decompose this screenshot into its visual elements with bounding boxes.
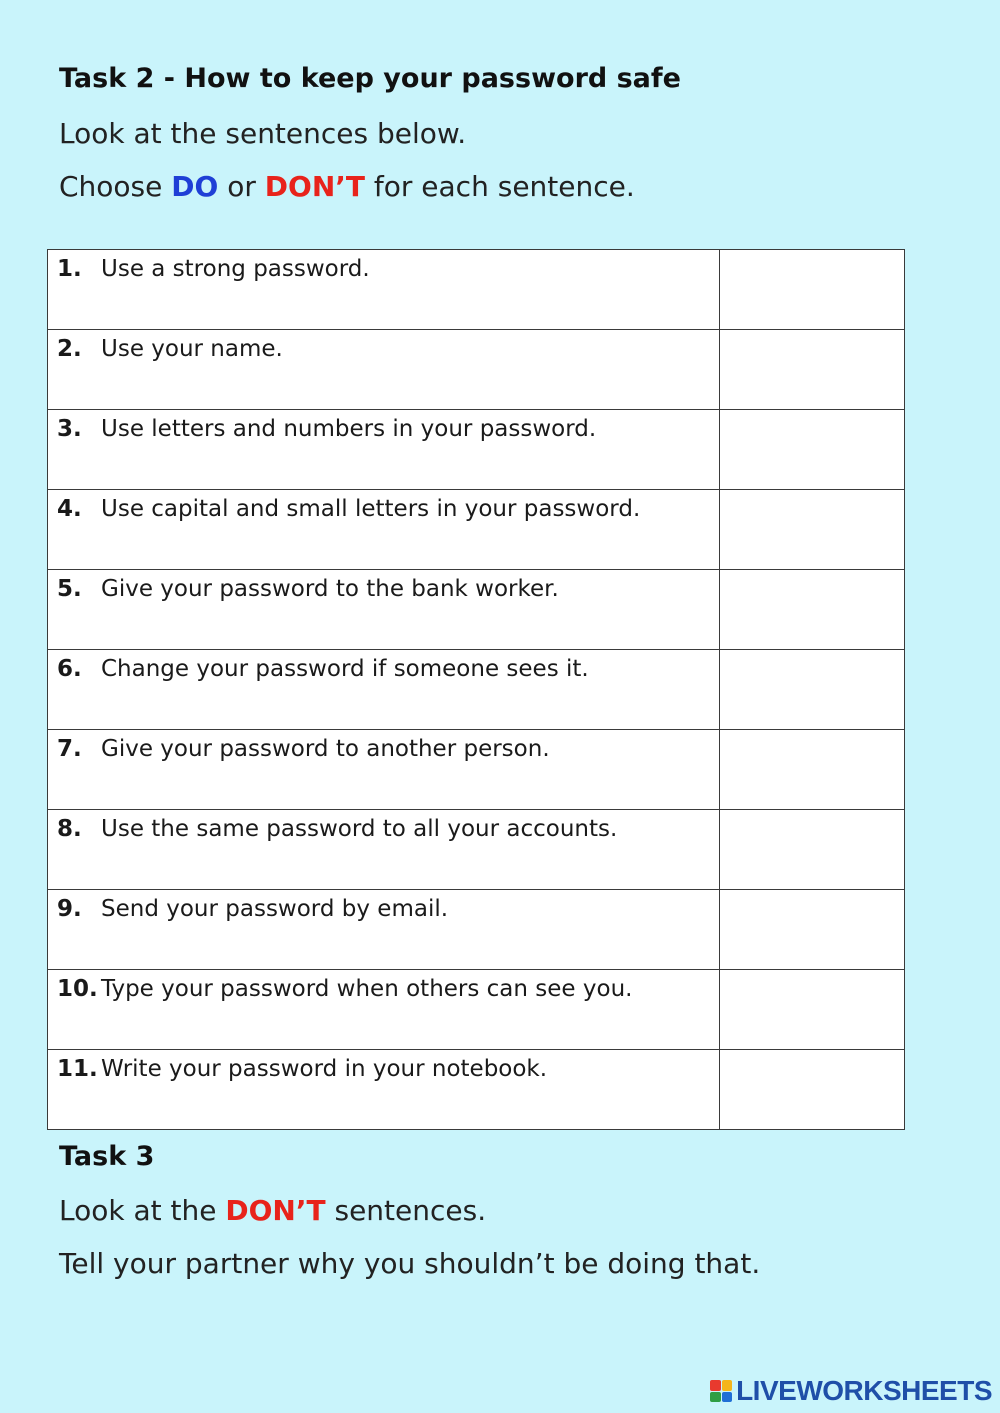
- sentence-number: 8.: [57, 816, 82, 842]
- sentence-cell: [48, 490, 720, 570]
- table-row: [48, 730, 905, 810]
- table-row: [48, 570, 905, 650]
- sentence-number: 2.: [57, 336, 82, 362]
- task3-dont-keyword: DON’T: [225, 1194, 326, 1227]
- sentence-text: Type your password when others can see you.: [101, 976, 633, 1002]
- task2-instruction-1: Look at the sentences below.: [59, 117, 467, 150]
- sentence-number: 6.: [57, 656, 82, 682]
- sentence-cell: [48, 570, 720, 650]
- do-keyword: DO: [171, 170, 219, 203]
- answer-box[interactable]: [720, 1050, 905, 1130]
- sentences-table: [47, 249, 905, 1130]
- liveworksheets-logo-text: LIVEWORKSHEETS: [736, 1375, 992, 1406]
- answer-box[interactable]: [720, 650, 905, 730]
- answer-box[interactable]: [720, 970, 905, 1050]
- sentence-cell: [48, 730, 720, 810]
- dont-keyword: DON’T: [264, 170, 365, 203]
- answer-box[interactable]: [720, 250, 905, 330]
- sentence-cell: [48, 970, 720, 1050]
- sentence-number: 11.: [57, 1056, 98, 1082]
- answer-box[interactable]: [720, 410, 905, 490]
- sentence-text: Send your password by email.: [101, 896, 449, 922]
- task3-suffix: sentences.: [325, 1194, 487, 1227]
- answer-box[interactable]: [720, 570, 905, 650]
- sentence-text: Give your password to another person.: [101, 736, 550, 762]
- sentence-number: 7.: [57, 736, 82, 762]
- instruction-prefix: Choose: [59, 170, 172, 203]
- liveworksheets-logo-icon: [710, 1380, 732, 1402]
- sentence-cell: [48, 650, 720, 730]
- sentence-text: Use a strong password.: [101, 256, 370, 282]
- task3-instruction-1: [59, 1193, 486, 1229]
- sentence-text: Use capital and small letters in your password.: [101, 496, 641, 522]
- sentence-number: 3.: [57, 416, 82, 442]
- sentence-number: 5.: [57, 576, 82, 602]
- answer-box[interactable]: [720, 730, 905, 810]
- task3-instruction-2: Tell your partner why you shouldn’t be doing that.: [59, 1247, 761, 1280]
- sentence-cell: [48, 1050, 720, 1130]
- sentence-text: Change your password if someone sees it.: [101, 656, 589, 682]
- liveworksheets-logo[interactable]: [710, 1375, 992, 1407]
- answer-box[interactable]: [720, 810, 905, 890]
- task2-title: Task 2 - How to keep your password safe: [59, 63, 681, 94]
- sentence-text: Give your password to the bank worker.: [101, 576, 559, 602]
- answer-box[interactable]: [720, 330, 905, 410]
- instruction-suffix: for each sentence.: [365, 170, 635, 203]
- task3-title: Task 3: [59, 1141, 155, 1172]
- sentence-text: Use the same password to all your accounts.: [101, 816, 618, 842]
- table-row: [48, 410, 905, 490]
- table-row: [48, 1050, 905, 1130]
- instruction-or: or: [218, 170, 265, 203]
- answer-box[interactable]: [720, 490, 905, 570]
- sentence-text: Use your name.: [101, 336, 283, 362]
- sentence-number: 9.: [57, 896, 82, 922]
- sentence-cell: [48, 810, 720, 890]
- sentence-number: 4.: [57, 496, 82, 522]
- task3-prefix: Look at the: [59, 1194, 226, 1227]
- table-row: [48, 650, 905, 730]
- table-row: [48, 970, 905, 1050]
- sentence-number: 1.: [57, 256, 82, 282]
- table-row: [48, 330, 905, 410]
- sentence-cell: [48, 330, 720, 410]
- table-row: [48, 810, 905, 890]
- sentence-text: Use letters and numbers in your password.: [101, 416, 597, 442]
- sentence-number: 10.: [57, 976, 98, 1002]
- task2-instruction-2: [59, 169, 635, 205]
- sentence-text: Write your password in your notebook.: [101, 1056, 548, 1082]
- answer-box[interactable]: [720, 890, 905, 970]
- sentence-cell: [48, 890, 720, 970]
- sentence-cell: [48, 410, 720, 490]
- table-row: [48, 890, 905, 970]
- table-row: [48, 490, 905, 570]
- sentence-cell: [48, 250, 720, 330]
- table-row: [48, 250, 905, 330]
